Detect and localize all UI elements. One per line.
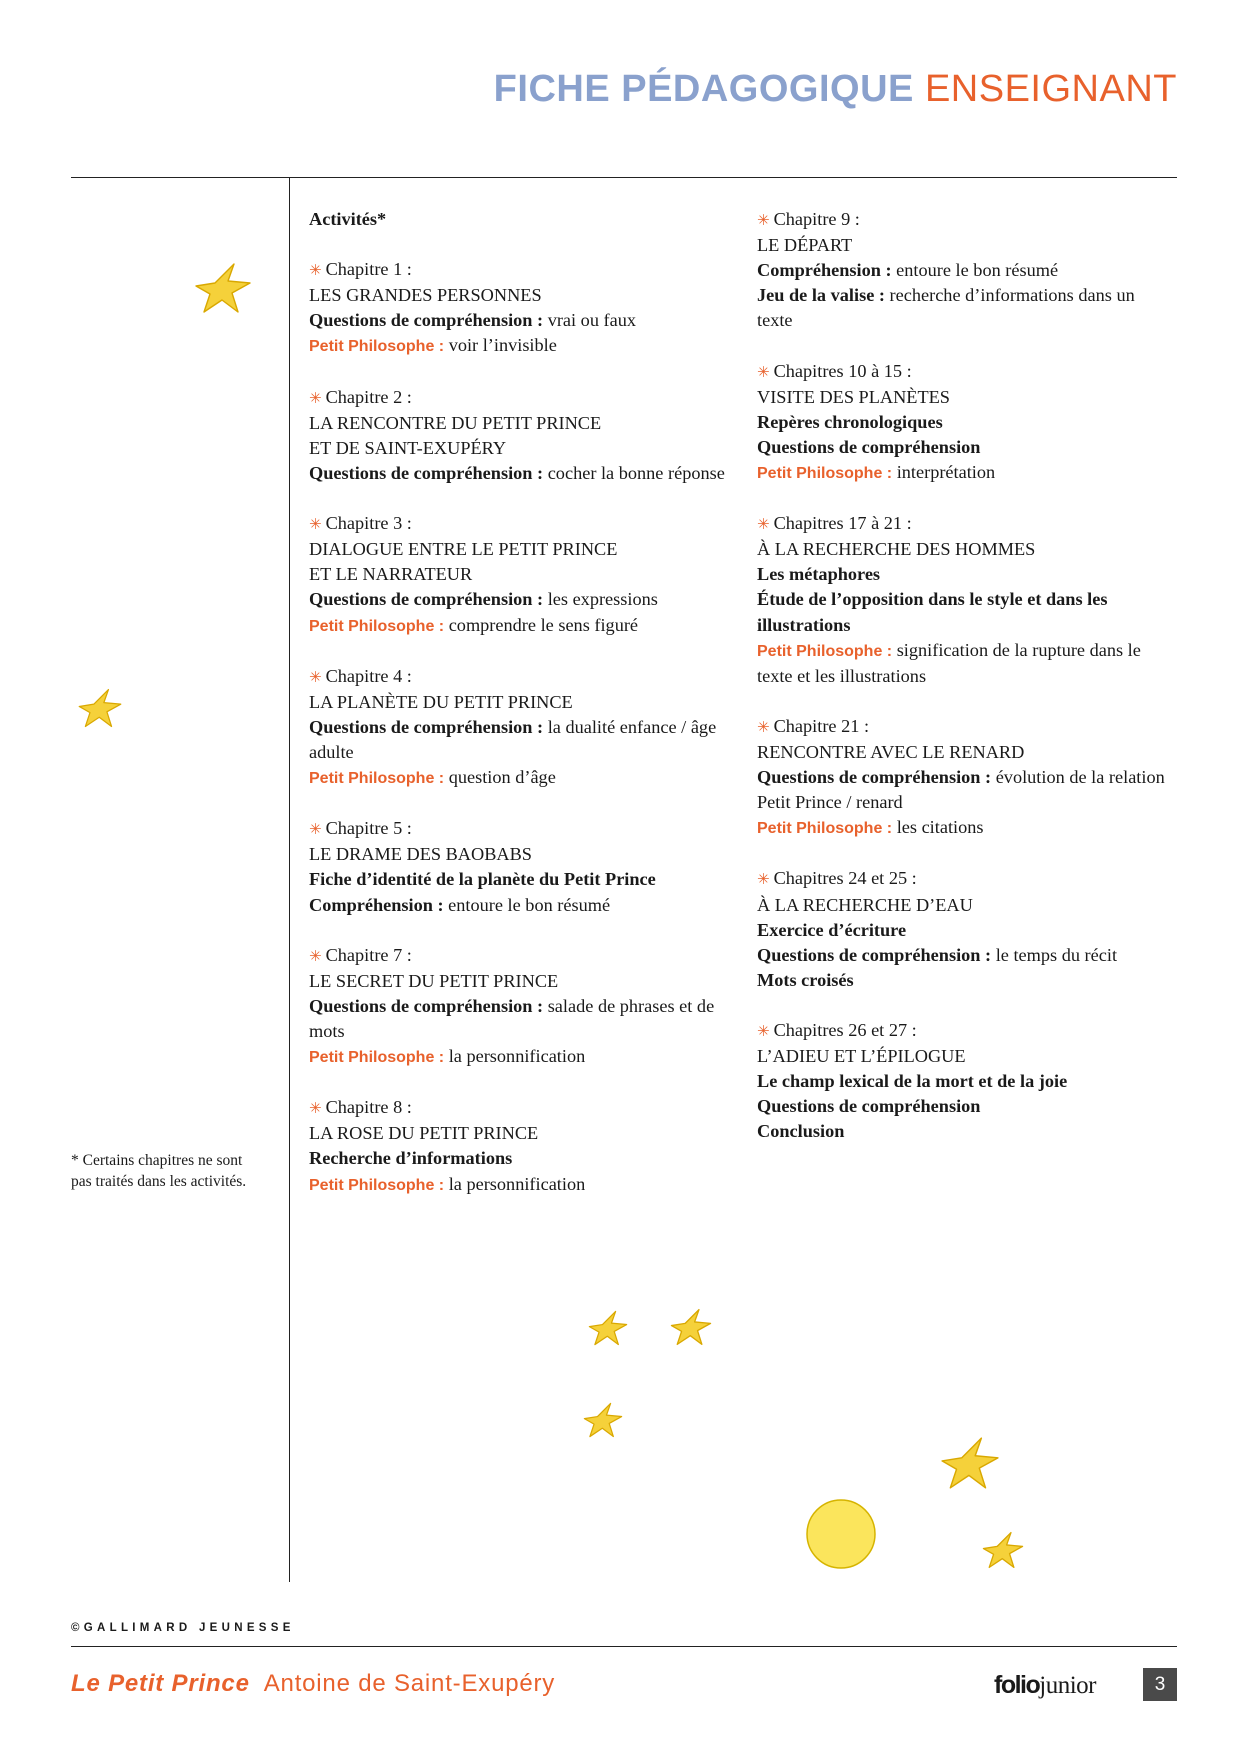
chapter-title: L’ADIEU ET L’ÉPILOGUE (757, 1046, 966, 1067)
chapter-label: ✳ Chapitre 5 : (309, 818, 412, 839)
activity-item: Petit Philosophe : la personnification (309, 1046, 586, 1067)
chapter-section (757, 866, 1172, 992)
chapter-section (757, 207, 1172, 333)
title-part-2: ENSEIGNANT (924, 68, 1177, 110)
activity-item: Les métaphores (757, 564, 881, 585)
chapter-label: ✳ Chapitres 17 à 21 : (757, 513, 912, 534)
planet-icon (805, 1498, 877, 1570)
chapter-section (309, 257, 739, 359)
chapter-label: ✳ Chapitre 3 : (309, 513, 412, 534)
activity-item: Questions de compréhension : les expressions (309, 589, 658, 610)
chapter-title: VISITE DES PLANÈTES (757, 386, 950, 407)
copyright: ©GALLIMARD JEUNESSE (71, 1622, 295, 1634)
activity-item: Le champ lexical de la mort et de la joie (757, 1071, 1068, 1092)
asterisk-icon: ✳ (757, 515, 770, 534)
asterisk-icon: ✳ (309, 820, 322, 839)
asterisk-icon: ✳ (309, 946, 322, 965)
activity-item: Questions de compréhension (757, 436, 981, 457)
footer-divider (71, 1646, 1177, 1647)
star-icon (670, 1308, 712, 1346)
page-title (494, 68, 1177, 111)
asterisk-icon: ✳ (757, 717, 770, 736)
activity-item: Recherche d’informations (309, 1148, 513, 1169)
page-number: 3 (1143, 1668, 1177, 1701)
chapter-title: À LA RECHERCHE DES HOMMES (757, 539, 1036, 560)
star-icon (982, 1531, 1024, 1569)
chapter-section (757, 511, 1172, 689)
asterisk-icon: ✳ (757, 1022, 770, 1040)
chapter-label: ✳ Chapitre 1 : (309, 259, 412, 280)
book-title: Le Petit Prince (71, 1670, 250, 1697)
activities-right-column (757, 207, 1172, 1170)
activity-item: Compréhension : entoure le bon résumé (309, 894, 611, 915)
book-author: Antoine de Saint-Exupéry (263, 1670, 556, 1697)
asterisk-icon: ✳ (757, 362, 770, 381)
activity-item: Petit Philosophe : voir l’invisible (309, 335, 557, 356)
top-divider (71, 177, 1177, 178)
activity-item: Questions de compréhension : vrai ou faux (309, 310, 637, 331)
chapter-label: ✳ Chapitre 4 : (309, 665, 412, 686)
chapter-title: LA ROSE DU PETIT PRINCE (309, 1123, 539, 1144)
activity-item: Étude de l’opposition dans le style et dans les illustrations (757, 589, 1108, 635)
star-icon (940, 1436, 1000, 1490)
chapter-label: ✳ Chapitres 10 à 15 : (757, 360, 912, 381)
asterisk-icon: ✳ (757, 870, 770, 889)
chapter-label: ✳ Chapitre 2 : (309, 386, 412, 407)
chapter-section (309, 511, 739, 638)
book-reference (71, 1670, 555, 1698)
chapter-label: ✳ Chapitre 8 : (309, 1097, 412, 1118)
chapter-label: ✳ Chapitre 7 : (309, 944, 412, 965)
chapter-title: DIALOGUE ENTRE LE PETIT PRINCE (309, 539, 618, 560)
chapter-label: ✳ Chapitres 26 et 27 : (757, 1020, 917, 1040)
star-icon (583, 1402, 623, 1438)
activity-item: Questions de compréhension : la dualité enfance / âge adulte (309, 716, 717, 762)
activity-item: Conclusion (757, 1121, 845, 1142)
activity-item: Fiche d’identité de la planète du Petit Prince (309, 869, 656, 890)
activity-item: Petit Philosophe : la personnification (309, 1173, 586, 1194)
asterisk-icon: ✳ (309, 515, 322, 534)
chapter-label: ✳ Chapitre 9 : (757, 209, 860, 229)
column-divider (289, 177, 290, 1582)
chapter-title: LA PLANÈTE DU PETIT PRINCE (309, 691, 573, 712)
title-part-1: FICHE PÉDAGOGIQUE (493, 68, 914, 110)
chapter-title: LES GRANDES PERSONNES (309, 285, 542, 306)
chapter-title: ET DE SAINT-EXUPÉRY (309, 437, 507, 458)
activity-item: Petit Philosophe : les citations (757, 817, 984, 838)
activity-item: Questions de compréhension : évolution de la relation Petit Prince / renard (757, 767, 1165, 813)
chapter-section (309, 385, 739, 486)
asterisk-icon: ✳ (757, 211, 770, 229)
activity-item: Questions de compréhension : le temps du récit (757, 944, 1118, 965)
asterisk-icon: ✳ (309, 667, 322, 686)
footnote: * Certains chapitres ne sont pas traités dans les activités. (71, 1152, 247, 1190)
folio-junior-logo: foliojunior (994, 1671, 1096, 1699)
star-icon (588, 1310, 628, 1346)
chapter-section (757, 359, 1172, 486)
star-icon (77, 688, 123, 728)
chapter-title: À LA RECHERCHE D’EAU (757, 894, 973, 915)
chapter-title: LE DÉPART (757, 235, 853, 256)
asterisk-icon: ✳ (309, 388, 322, 407)
chapter-title: ET LE NARRATEUR (309, 564, 473, 585)
activity-item: Exercice d’écriture (757, 919, 907, 940)
chapter-title: LE DRAME DES BAOBABS (309, 844, 532, 865)
activity-item: Questions de compréhension (757, 1096, 981, 1117)
chapter-label: ✳ Chapitre 21 : (757, 715, 870, 736)
chapter-section (309, 664, 739, 791)
activity-item: Compréhension : entoure le bon résumé (757, 260, 1059, 281)
chapter-section (309, 816, 739, 917)
activity-item: Questions de compréhension : cocher la bonne réponse (309, 462, 725, 483)
chapter-section (309, 943, 739, 1070)
activity-item: Petit Philosophe : interprétation (757, 461, 996, 482)
asterisk-icon: ✳ (309, 1099, 322, 1118)
activities-heading: Activités* (309, 209, 387, 229)
chapter-label: ✳ Chapitres 24 et 25 : (757, 868, 917, 889)
chapter-title: RENCONTRE AVEC LE RENARD (757, 741, 1025, 762)
activity-item: Questions de compréhension : salade de phrases et de mots (309, 995, 715, 1041)
activity-item: Petit Philosophe : question d’âge (309, 767, 556, 788)
activity-item: Repères chronologiques (757, 411, 943, 432)
star-icon (194, 262, 252, 314)
asterisk-icon: ✳ (309, 261, 322, 280)
chapter-section (757, 1018, 1172, 1144)
activity-item: Petit Philosophe : comprendre le sens figuré (309, 614, 639, 635)
chapter-section (309, 1095, 739, 1197)
activity-item: Petit Philosophe : signification de la rupture dans le texte et les illustrations (757, 639, 1141, 686)
chapter-title: LE SECRET DU PETIT PRINCE (309, 970, 559, 991)
activity-item: Jeu de la valise : recherche d’informations dans un texte (757, 285, 1135, 331)
chapter-section (757, 714, 1172, 841)
chapter-title: LA RENCONTRE DU PETIT PRINCE (309, 412, 602, 433)
activities-left-column (309, 207, 739, 1223)
activity-item: Mots croisés (757, 969, 854, 990)
